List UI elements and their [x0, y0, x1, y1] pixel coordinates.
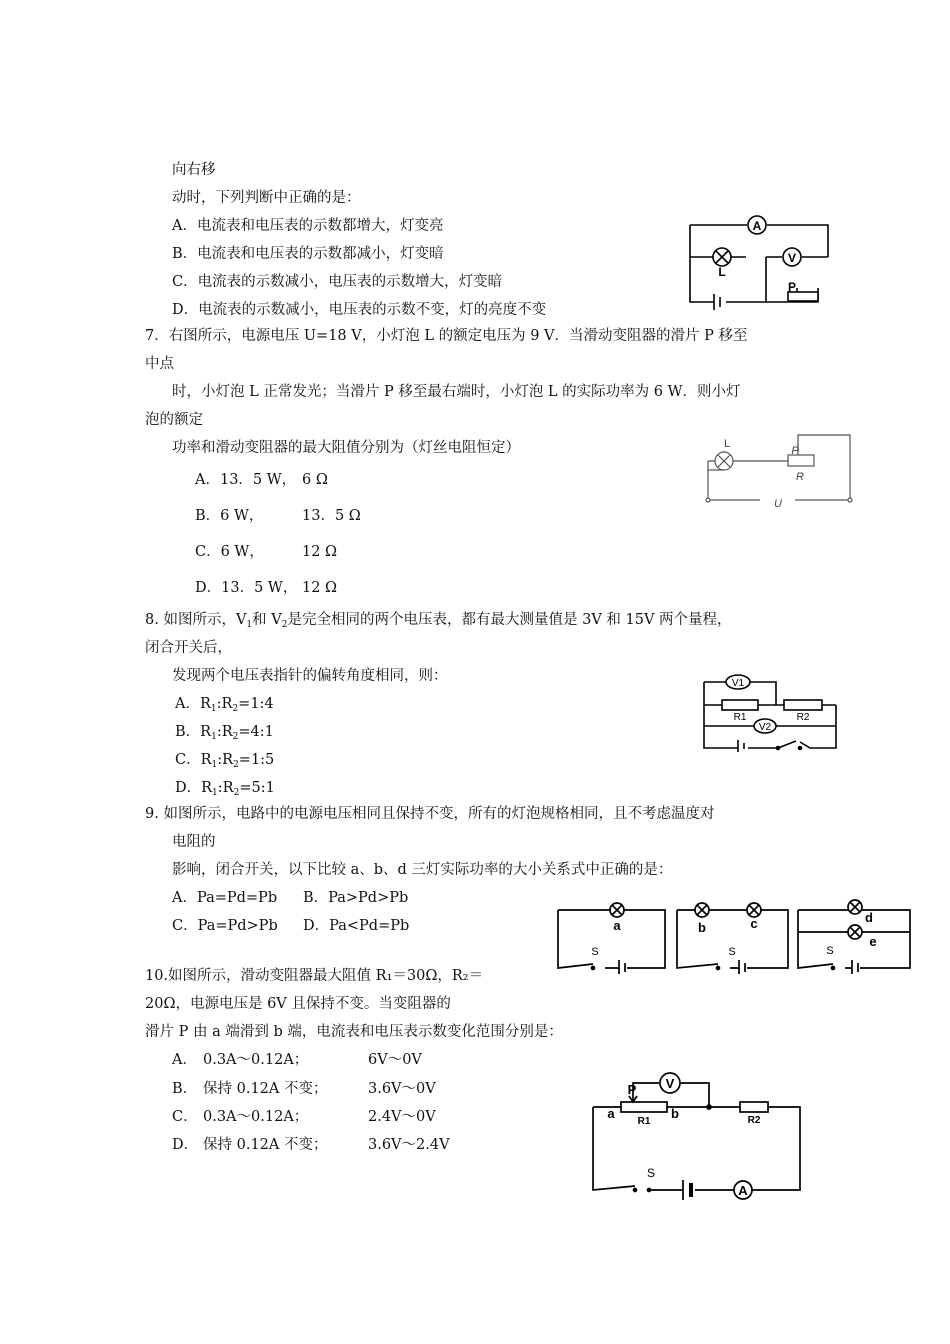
q6-option-b: B．电流表和电压表的示数都减小，灯变暗 [172, 246, 444, 262]
q7-circuit-diagram [700, 430, 860, 515]
q9-circuit-diagrams [555, 898, 915, 974]
ammeter-label: A [752, 219, 762, 233]
r2-label: R2 [747, 1115, 761, 1126]
q9-stem-line: 9. 如图所示，电路中的电源电压相同且保持不变，所有的灯泡规格相同，且不考虑温度对 [145, 806, 715, 822]
q8-option-c: C．$R_1:R_2=1:5$ [175, 752, 275, 770]
r1-label: R1 [733, 712, 747, 723]
q10-option-c-label: C． [172, 1109, 198, 1125]
q10-option-c-current: 0.3A～0.12A； [203, 1109, 309, 1125]
q6-stem-line: 动时，下列判断中正确的是： [172, 190, 361, 206]
q9-option-d: D．Pa<Pd=Pb [303, 918, 410, 934]
q10-stem-line: 10.如图所示，滑动变阻器最大阻值 R₁＝30Ω，R₂＝ [145, 968, 484, 984]
q7-option-a-value: 6 Ω [302, 472, 328, 488]
q8-option-d: D．$R_1:R_2=5:1$ [175, 780, 275, 798]
q9-option-b: B．Pa>Pd>Pb [303, 890, 409, 906]
terminal-a-label: a [607, 1106, 615, 1121]
switch-label: S [728, 946, 736, 958]
source-label: U [774, 498, 782, 510]
q10-option-b-voltage: 3.6V～0V [368, 1081, 436, 1097]
v2-label: V2 [758, 722, 772, 733]
q7-stem-line: 中点 [145, 356, 174, 372]
q7-option-d-label: D．13．5 W， [195, 580, 298, 596]
q8-stem-line: 8. 如图所示，$V_1$和 $V_2$是完全相同的两个电压表，都有最大测量值是 3V 和 15V 两个量程， [145, 612, 732, 630]
resistor-label: R [796, 471, 804, 483]
slider-label: P [787, 280, 797, 294]
v1-label: V1 [731, 678, 745, 689]
q10-option-b-label: B． [172, 1081, 198, 1097]
q10-option-c-voltage: 2.4V～0V [368, 1109, 436, 1125]
q7-stem-line: 泡的额定 [145, 412, 203, 428]
q6-circuit-diagram [680, 210, 840, 310]
q9-option-a: A．Pa=Pd=Pb [172, 890, 278, 906]
q7-option-d-value: 12 Ω [302, 580, 338, 596]
lamp-c-label: c [750, 916, 758, 931]
q10-circuit-diagram [585, 1070, 807, 1205]
q7-option-a-label: A．13．5 W， [195, 472, 297, 488]
slider-p-label: P [627, 1082, 637, 1097]
voltmeter-label: V [787, 251, 797, 265]
voltmeter-label: V [665, 1076, 675, 1091]
q10-option-d-label: D． [172, 1137, 199, 1153]
r1-label: R1 [637, 1116, 651, 1127]
q10-stem-line: 20Ω，电源电压是 6V 且保持不变。当变阻器的 [145, 996, 451, 1012]
q6-stem-line: 向右移 [172, 162, 216, 178]
lamp-d-label: d [865, 910, 873, 925]
q7-option-c-label: C．6 W， [195, 544, 264, 560]
q7-option-b-label: B．6 W， [195, 508, 264, 524]
q6-option-a: A．电流表和电压表的示数都增大，灯变亮 [172, 218, 444, 234]
q8-stem-line: 闭合开关后， [145, 640, 232, 656]
q6-option-d: D．电流表的示数减小，电压表的示数不变，灯的亮度不变 [172, 302, 547, 318]
q8-option-a: A．$R_1:R_2=1:4$ [175, 696, 274, 714]
ammeter-label: A [738, 1183, 748, 1198]
q7-stem-line: 7．右图所示，电源电压 U=18 V，小灯泡 L 的额定电压为 9 V．当滑动变阻器的滑片 P 移至 [145, 328, 748, 344]
q10-option-b-current: 保持 0.12A 不变； [203, 1081, 328, 1097]
switch-label: S [826, 945, 834, 957]
q9-stem-line: 电阻的 [172, 834, 216, 850]
lamp-b-label: b [698, 920, 706, 935]
slider-label: P [791, 445, 799, 457]
q7-stem-line: 时，小灯泡 L 正常发光；当滑片 P 移至最右端时，小灯泡 L 的实际功率为 6 W．则小灯 [172, 384, 741, 400]
q9-stem-line: 影响，闭合开关，以下比较 a、b、d 三灯实际功率的大小关系式中正确的是： [172, 862, 673, 878]
q10-option-a-current: 0.3A～0.12A； [203, 1052, 309, 1068]
q10-option-d-current: 保持 0.12A 不变； [203, 1137, 328, 1153]
q8-option-b: B．$R_1:R_2=4:1$ [175, 724, 274, 742]
q8-circuit-diagram [696, 670, 842, 752]
switch-label: S [646, 1166, 656, 1180]
q7-option-c-value: 12 Ω [302, 544, 338, 560]
q6-option-c: C．电流表的示数减小，电压表的示数增大，灯变暗 [172, 274, 503, 290]
q8-stem-line: 发现两个电压表指针的偏转角度相同，则： [172, 668, 448, 684]
q7-stem-line: 功率和滑动变阻器的最大阻值分别为（灯丝电阻恒定） [172, 440, 520, 456]
lamp-e-label: e [869, 934, 877, 949]
lamp-a-label: a [613, 918, 621, 933]
q10-stem-line: 滑片 P 由 a 端滑到 b 端，电流表和电压表示数变化范围分别是： [145, 1024, 563, 1040]
q10-option-d-voltage: 3.6V～2.4V [368, 1137, 450, 1153]
q10-option-a-voltage: 6V～0V [368, 1052, 422, 1068]
switch-label: S [591, 946, 599, 958]
lamp-label: L [723, 438, 731, 450]
q7-option-b-value: 13．5 Ω [302, 508, 361, 524]
r2-label: R2 [796, 712, 810, 723]
terminal-b-label: b [671, 1106, 679, 1121]
lamp-label: L [718, 265, 726, 279]
q9-option-c: C．Pa=Pd>Pb [172, 918, 278, 934]
q10-option-a-label: A． [172, 1052, 197, 1068]
